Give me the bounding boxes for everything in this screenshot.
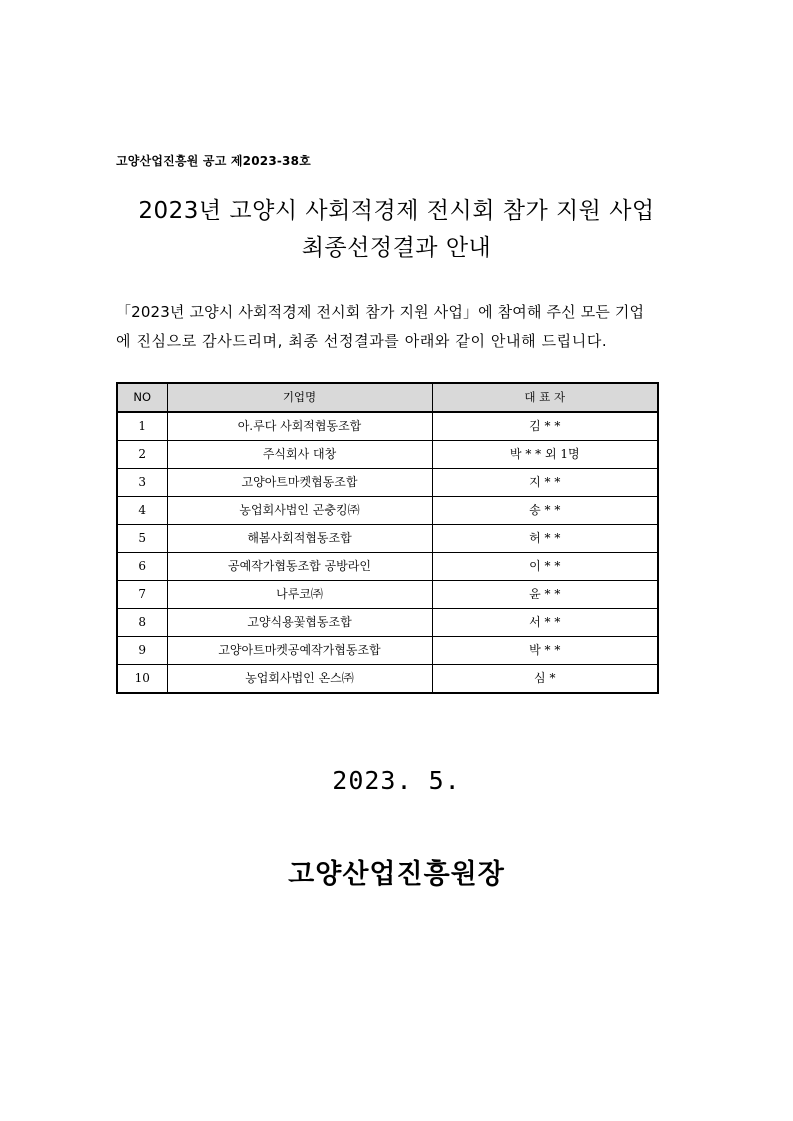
cell-no: 9 — [117, 637, 167, 665]
column-header-company: 기업명 — [167, 383, 432, 412]
cell-representative: 송 * * — [432, 497, 658, 525]
table-row — [117, 553, 658, 581]
table-row — [117, 665, 658, 694]
notice-number: 고양산업진흥원 공고 제2023-38호 — [116, 154, 311, 168]
intro-text-line2: 에 진심으로 감사드리며, 최종 선정결과를 아래와 같이 안내해 드립니다. — [116, 332, 608, 350]
cell-representative: 지 * * — [432, 469, 658, 497]
cell-no: 7 — [117, 581, 167, 609]
table-row — [117, 637, 658, 665]
cell-company: 주식회사 대창 — [167, 441, 432, 469]
cell-no: 8 — [117, 609, 167, 637]
table-header-row — [117, 383, 658, 412]
cell-no: 6 — [117, 553, 167, 581]
cell-company: 고양아트마켓공예작가협동조합 — [167, 637, 432, 665]
cell-company: 아.루다 사회적협동조합 — [167, 412, 432, 441]
cell-company: 고양아트마켓협동조합 — [167, 469, 432, 497]
table-row — [117, 441, 658, 469]
cell-no: 5 — [117, 525, 167, 553]
table-row — [117, 469, 658, 497]
document-date: 2023. 5. — [332, 766, 461, 795]
table-row — [117, 525, 658, 553]
document-title-line1: 2023년 고양시 사회적경제 전시회 참가 지원 사업 — [138, 198, 655, 224]
cell-representative: 김 * * — [432, 412, 658, 441]
column-header-representative: 대 표 자 — [432, 383, 658, 412]
document-title-line2: 최종선정결과 안내 — [301, 235, 492, 261]
cell-no: 2 — [117, 441, 167, 469]
table-row — [117, 497, 658, 525]
table-row — [117, 609, 658, 637]
cell-representative: 박 * * — [432, 637, 658, 665]
cell-company: 공예작가협동조합 공방라인 — [167, 553, 432, 581]
signer-name: 고양산업진흥원장 — [288, 859, 505, 890]
table-row — [117, 581, 658, 609]
cell-representative: 심 * — [432, 665, 658, 694]
cell-company: 고양식용꽃협동조합 — [167, 609, 432, 637]
cell-no: 4 — [117, 497, 167, 525]
intro-text-line1: 「2023년 고양시 사회적경제 전시회 참가 지원 사업」에 참여해 주신 모든 기업 — [116, 303, 645, 321]
cell-representative: 서 * * — [432, 609, 658, 637]
cell-no: 1 — [117, 412, 167, 441]
cell-representative: 허 * * — [432, 525, 658, 553]
cell-company: 농업회사법인 곤충킹㈜ — [167, 497, 432, 525]
cell-representative: 윤 * * — [432, 581, 658, 609]
cell-company: 나루코㈜ — [167, 581, 432, 609]
column-header-no: NO — [117, 383, 167, 412]
cell-no: 3 — [117, 469, 167, 497]
cell-representative: 이 * * — [432, 553, 658, 581]
selection-results-table — [116, 382, 659, 694]
cell-company: 농업회사법인 온스㈜ — [167, 665, 432, 694]
table-row — [117, 412, 658, 441]
cell-company: 해봄사회적협동조합 — [167, 525, 432, 553]
cell-representative: 박 * * 외 1명 — [432, 441, 658, 469]
cell-no: 10 — [117, 665, 167, 694]
